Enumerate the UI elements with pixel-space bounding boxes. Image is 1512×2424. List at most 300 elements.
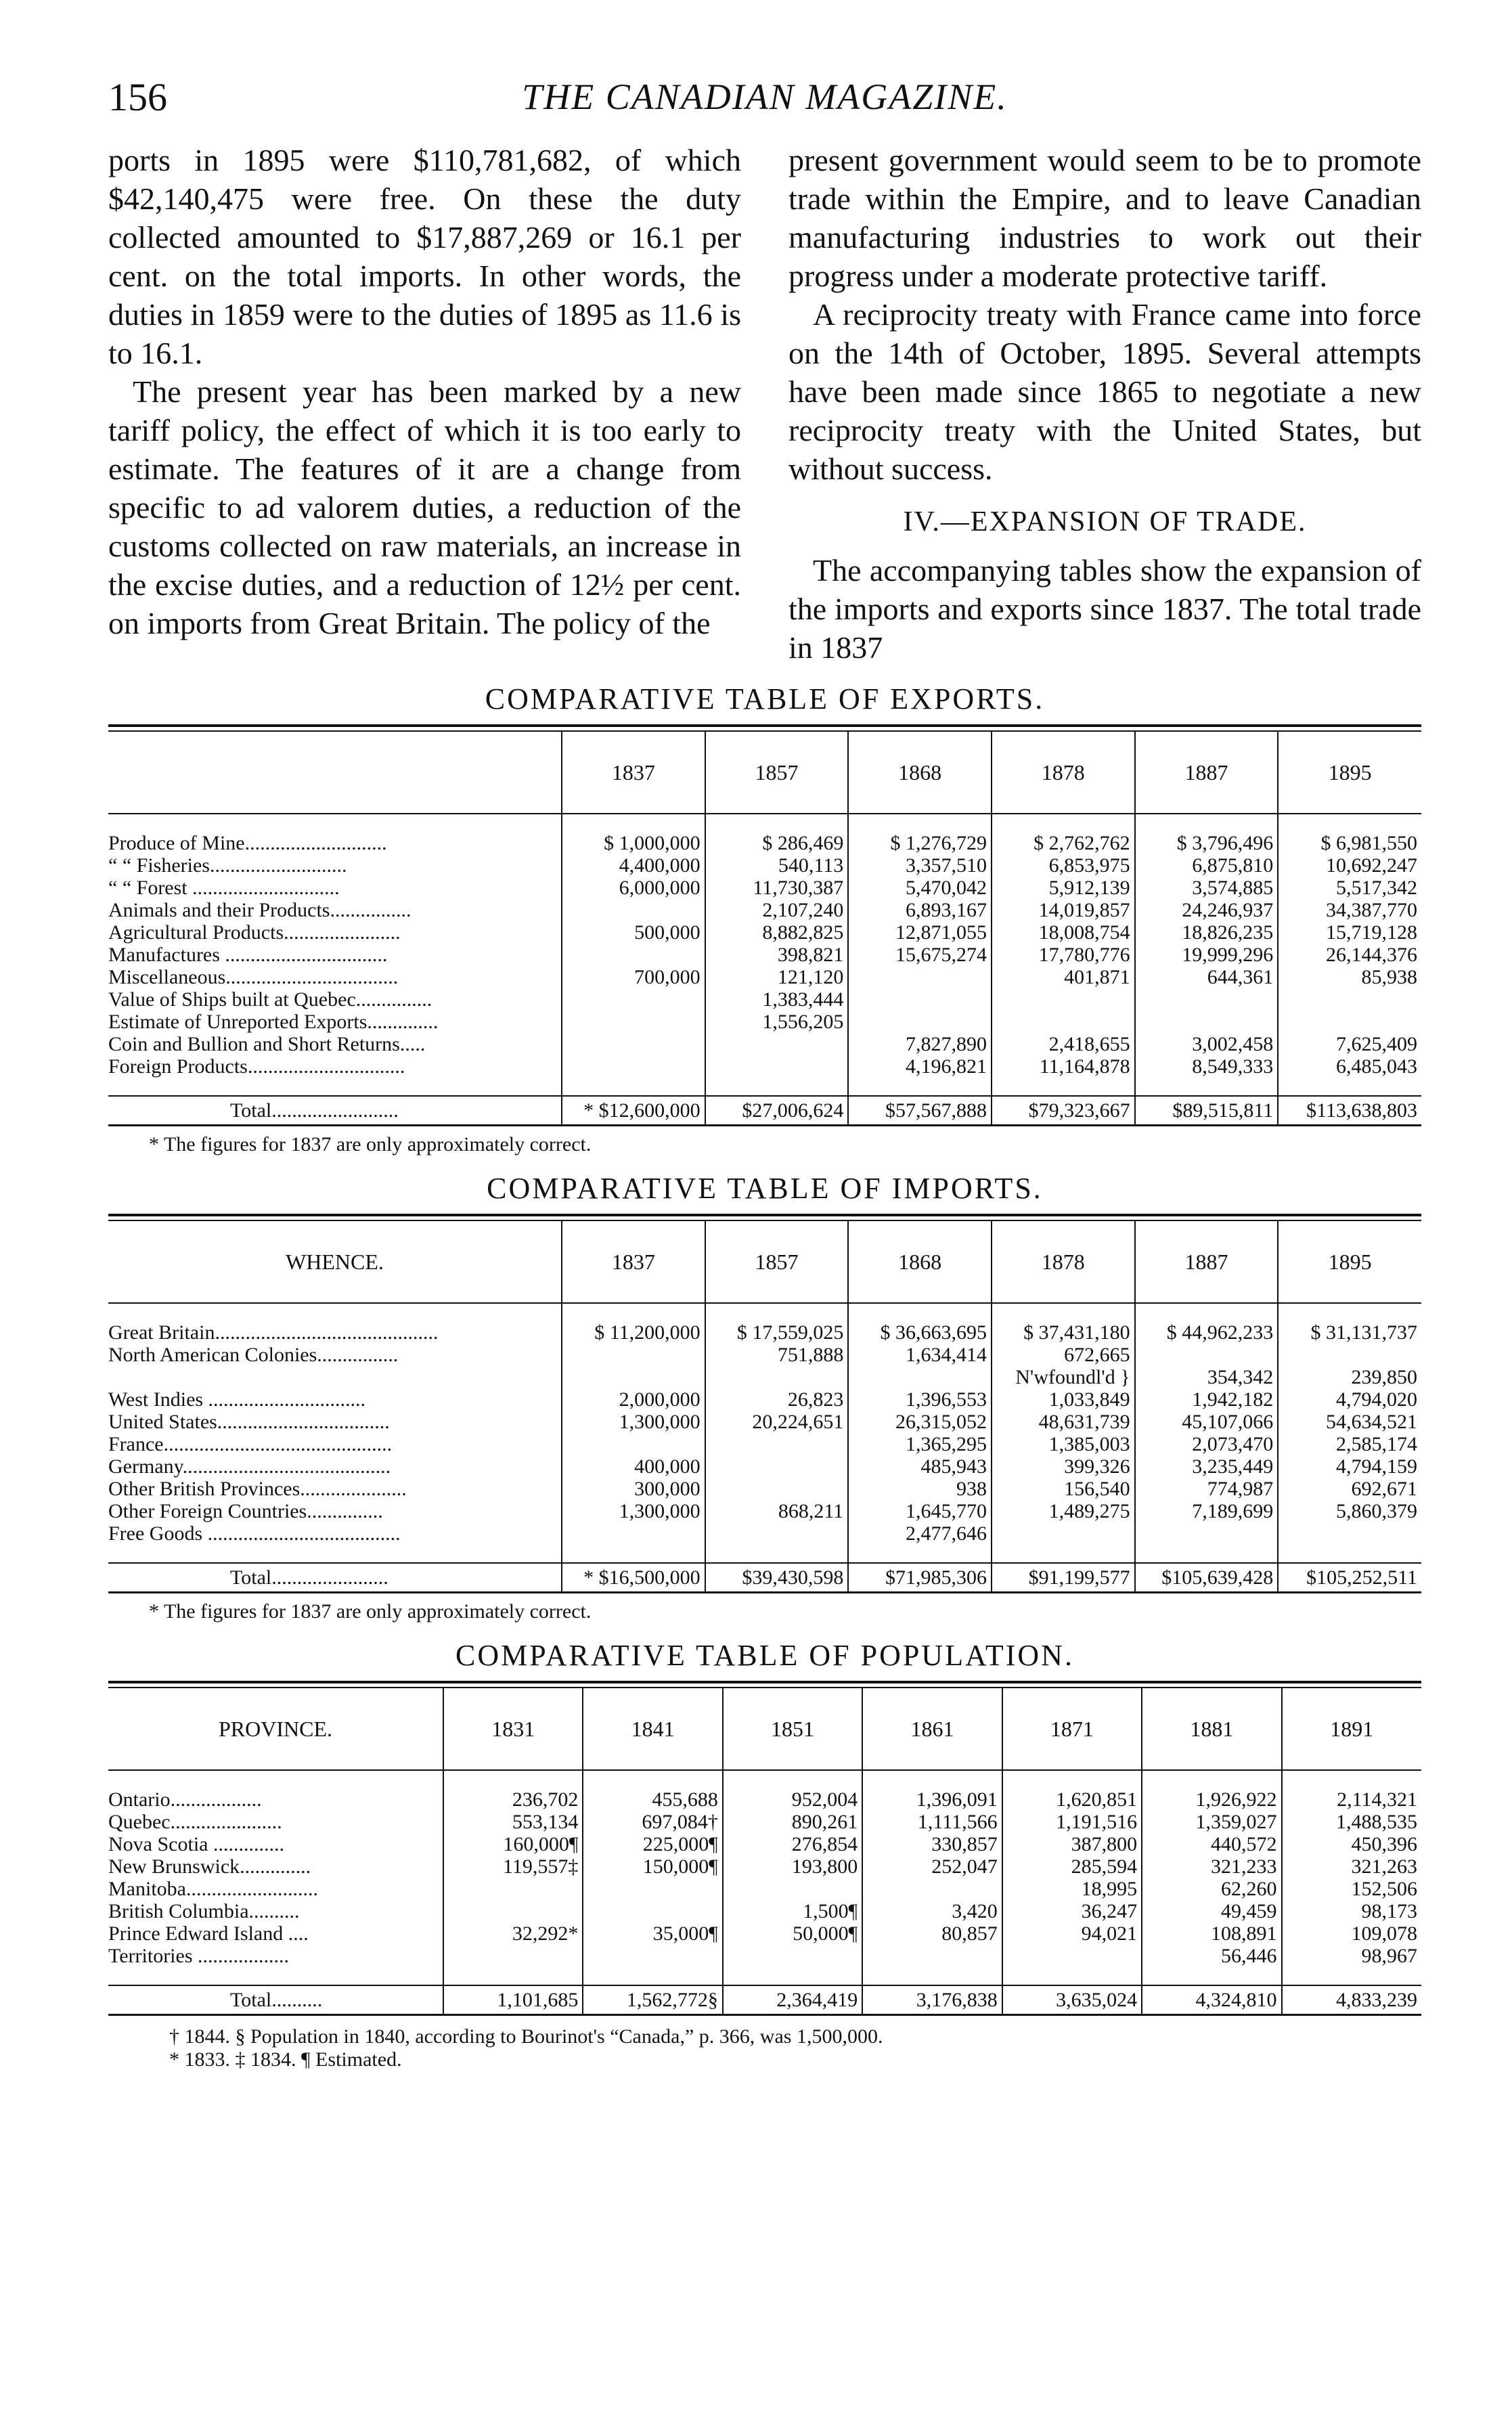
row-label: British Columbia.......... [108,1900,300,1922]
paragraph: A reciprocity treaty with France came into force on the 14th of October, 1895. Several attempts have been made since 1865 to negotiate a new reciprocity treaty with the United States, but without success. [788,297,1421,486]
table-cell: 5,860,379 [1278,1500,1421,1522]
table-cell: 938 [848,1478,992,1500]
table-cell: 7,189,699 [1135,1500,1278,1522]
table-cell: 34,387,770 [1278,899,1421,921]
table-cell [583,1878,722,1900]
table-rule [108,1214,1421,1216]
table-spacer-row [108,1967,1421,1985]
paragraph: ports in 1895 were $110,781,682, of which $42,140,475 were free. On these the duty collected amounted to $17,887,269 or 16.1 per cent. on the total imports. In other words, the duties in 1859 were to the duties of 1895 as 11.6 is to 16.1. [108,143,741,370]
table-cell: 156,540 [992,1478,1135,1500]
imports-footnote: * The figures for 1837 are only approximately correct. [149,1600,592,1623]
table-cell: 6,875,810 [1135,854,1278,877]
table-cell [443,1900,583,1922]
table-cell [723,1945,862,1967]
table-cell: 48,631,739 [992,1411,1135,1433]
row-label: Estimate of Unreported Exports.............. [108,1011,439,1033]
table-cell: 4,794,020 [1278,1388,1421,1411]
table-cell [992,988,1135,1011]
column-header: 1857 [705,732,849,814]
column-header: 1881 [1142,1688,1281,1770]
table-cell: 450,396 [1282,1833,1421,1855]
table-cell [562,1522,705,1545]
table-row [108,1788,1421,1811]
spacer-cell [848,814,992,832]
table-cell: 1,385,003 [992,1433,1135,1455]
column-header: 1837 [562,732,705,814]
table-cell: 119,557‡ [443,1855,583,1878]
table-cell: 3,235,449 [1135,1455,1278,1478]
table-cell [705,1366,849,1388]
table-row [108,1455,1421,1478]
table-cell: 1,191,516 [1002,1811,1142,1833]
spacer-cell [848,1303,992,1321]
table-cell: 400,000 [562,1455,705,1478]
table-cell [562,1433,705,1455]
table-row [108,1411,1421,1433]
table-spacer-row [108,1770,1421,1788]
table-header-row [108,1221,1421,1303]
spacer-cell [705,1545,849,1563]
row-label: Coin and Bullion and Short Returns..... [108,1033,426,1055]
table-cell: 7,827,890 [848,1033,992,1055]
table-cell: 697,084† [583,1811,722,1833]
table-row [108,944,1421,966]
table-row [108,1878,1421,1900]
column-header [108,732,562,814]
table-row [108,1922,1421,1945]
table-rule [108,724,1421,727]
table-cell: 1,033,849 [992,1388,1135,1411]
left-column [108,141,741,667]
table-cell: 500,000 [562,921,705,944]
spacer-cell [108,1967,443,1985]
column-header: 1887 [1135,732,1278,814]
table-cell [705,1455,849,1478]
table-spacer-row [108,1303,1421,1321]
table-row [108,1900,1421,1922]
spacer-cell [1278,1303,1421,1321]
spacer-cell [1278,1545,1421,1563]
spacer-cell [992,814,1135,832]
table-cell: 50,000¶ [723,1922,862,1945]
table-cell: 398,821 [705,944,849,966]
column-header: WHENCE. [108,1221,562,1303]
row-label: “ “ Forest ............................. [108,877,340,899]
table-cell [1278,1522,1421,1545]
table-cell: 700,000 [562,966,705,988]
table-cell: 15,719,128 [1278,921,1421,944]
row-label: Other British Provinces..................... [108,1478,407,1500]
table-cell: 4,196,821 [848,1055,992,1078]
table-cell: 3,357,510 [848,854,992,877]
table-cell: 8,549,333 [1135,1055,1278,1078]
table-row [108,1500,1421,1522]
spacer-cell [1135,1545,1278,1563]
running-title: THE CANADIAN MAGAZINE. [522,76,1008,117]
section-heading: IV.—EXPANSION OF TRADE. [903,506,1307,537]
table-row [108,1433,1421,1455]
table-cell: 98,173 [1282,1900,1421,1922]
imports-table [108,1221,1421,1593]
table-cell: 4,400,000 [562,854,705,877]
table-cell [723,1878,862,1900]
table-cell [1135,1344,1278,1366]
column-header: 1868 [848,1221,992,1303]
table-cell: 1,365,295 [848,1433,992,1455]
table-row [108,1344,1421,1366]
table-cell: 672,665 [992,1344,1135,1366]
total-cell: $105,639,428 [1135,1563,1278,1593]
table-spacer-row [108,1078,1421,1096]
row-label: United States.................................. [108,1411,390,1433]
table-cell: 32,292* [443,1922,583,1945]
table-cell: 8,882,825 [705,921,849,944]
spacer-cell [583,1770,722,1788]
table-cell: $ 31,131,737 [1278,1321,1421,1344]
table-cell [848,966,992,988]
table-cell: 399,326 [992,1455,1135,1478]
table-cell: 2,418,655 [992,1033,1135,1055]
column-header: 1878 [992,1221,1135,1303]
spacer-cell [1278,1078,1421,1096]
spacer-cell [443,1770,583,1788]
table-cell [705,1055,849,1078]
spacer-cell [705,814,849,832]
table-row [108,1388,1421,1411]
table-cell [562,1011,705,1033]
table-cell: 26,315,052 [848,1411,992,1433]
spacer-cell [862,1770,1002,1788]
table-cell [583,1900,722,1922]
table-cell [443,1945,583,1967]
table-cell: 1,500¶ [723,1900,862,1922]
table-row [108,1321,1421,1344]
table-cell: 1,489,275 [992,1500,1135,1522]
population-footnote: * 1833. ‡ 1834. ¶ Estimated. [169,2048,402,2071]
table-row [108,1033,1421,1055]
table-cell: 1,300,000 [562,1500,705,1522]
total-cell: $113,638,803 [1278,1096,1421,1126]
total-cell: 1,101,685 [443,1985,583,2015]
table-cell: 35,000¶ [583,1922,722,1945]
total-cell: 2,364,419 [723,1985,862,2015]
table-cell [562,1344,705,1366]
table-cell [562,899,705,921]
total-label: Total.......... [108,1985,443,2015]
table-cell: 24,246,937 [1135,899,1278,921]
spacer-cell [1278,814,1421,832]
table-row [108,1011,1421,1033]
total-cell: 4,324,810 [1142,1985,1281,2015]
table-row [108,899,1421,921]
table-cell: 321,233 [1142,1855,1281,1878]
table-cell [562,1055,705,1078]
spacer-cell [992,1078,1135,1096]
table-cell: 440,572 [1142,1833,1281,1855]
table-cell: 5,470,042 [848,877,992,899]
row-label: Produce of Mine............................ [108,832,387,854]
paragraph: present government would seem to be to promote trade within the Empire, and to leave Canadian manufacturing industries to work out their progress under a moderate protective tariff. [788,143,1421,293]
spacer-cell [705,1303,849,1321]
table-cell: 354,342 [1135,1366,1278,1388]
table-cell: 1,300,000 [562,1411,705,1433]
table-cell: 6,893,167 [848,899,992,921]
total-cell: $79,323,667 [992,1096,1135,1126]
table-row [108,1811,1421,1833]
table-cell: 455,688 [583,1788,722,1811]
table-cell: 330,857 [862,1833,1002,1855]
table-cell: 692,671 [1278,1478,1421,1500]
table-cell: 49,459 [1142,1900,1281,1922]
table-cell: 98,967 [1282,1945,1421,1967]
total-cell: $105,252,511 [1278,1563,1421,1593]
table-row [108,1522,1421,1545]
spacer-cell [562,814,705,832]
table-cell: 285,594 [1002,1855,1142,1878]
spacer-cell [108,1078,562,1096]
table-cell: 952,004 [723,1788,862,1811]
table-cell: 85,938 [1278,966,1421,988]
table-cell: $ 37,431,180 [992,1321,1135,1344]
table-cell: 62,260 [1142,1878,1281,1900]
table-cell [862,1878,1002,1900]
table-cell: 1,645,770 [848,1500,992,1522]
row-label: Quebec...................... [108,1811,282,1833]
total-row [108,1096,1421,1126]
population-table-caption: COMPARATIVE TABLE OF POPULATION. [455,1639,1074,1672]
table-cell: 56,446 [1142,1945,1281,1967]
table-cell: 4,794,159 [1278,1455,1421,1478]
total-cell: $57,567,888 [848,1096,992,1126]
spacer-cell [862,1967,1002,1985]
row-label: Ontario.................. [108,1788,262,1811]
spacer-cell [848,1545,992,1563]
table-cell: 80,857 [862,1922,1002,1945]
table-cell: 18,008,754 [992,921,1135,944]
table-cell [583,1945,722,1967]
spacer-cell [1282,1770,1421,1788]
table-cell: 94,021 [1002,1922,1142,1945]
table-cell: 1,396,091 [862,1788,1002,1811]
table-cell [1135,1522,1278,1545]
table-cell: 644,361 [1135,966,1278,988]
table-cell [992,1011,1135,1033]
total-cell: $89,515,811 [1135,1096,1278,1126]
table-cell [848,1011,992,1033]
table-row [108,1833,1421,1855]
table-cell [705,1478,849,1500]
table-row [108,988,1421,1011]
spacer-cell [108,814,562,832]
table-cell: 1,359,027 [1142,1811,1281,1833]
row-label: “ “ Fisheries........................... [108,854,347,877]
table-cell: 2,073,470 [1135,1433,1278,1455]
page-number: 156 [108,75,167,119]
column-header: 1887 [1135,1221,1278,1303]
table-cell: 321,263 [1282,1855,1421,1878]
column-header: 1851 [723,1688,862,1770]
body-text [108,141,1421,667]
spacer-cell [583,1967,722,1985]
table-rule [108,1681,1421,1683]
table-row [108,921,1421,944]
row-label: Great Britain............................................ [108,1321,439,1344]
total-cell: $39,430,598 [705,1563,849,1593]
right-column [788,141,1421,667]
table-cell: 3,574,885 [1135,877,1278,899]
table-cell: 7,625,409 [1278,1033,1421,1055]
column-header: 1841 [583,1688,722,1770]
column-header: 1871 [1002,1688,1142,1770]
table-cell: N'wfoundl'd } [992,1366,1135,1388]
table-cell: 276,854 [723,1833,862,1855]
table-cell [862,1945,1002,1967]
table-cell [705,1522,849,1545]
table-cell: 193,800 [723,1855,862,1878]
table-row [108,1855,1421,1878]
table-cell: 239,850 [1278,1366,1421,1388]
column-header: PROVINCE. [108,1688,443,1770]
table-cell: $ 44,962,233 [1135,1321,1278,1344]
row-label: Prince Edward Island .... [108,1922,309,1945]
page-header [108,68,1421,129]
spacer-cell [443,1967,583,1985]
row-label [108,1366,562,1388]
spacer-cell [992,1545,1135,1563]
table-cell: 1,926,922 [1142,1788,1281,1811]
column-header: 1895 [1278,732,1421,814]
table-row [108,1055,1421,1078]
table-cell: 890,261 [723,1811,862,1833]
table-cell [705,1433,849,1455]
spacer-cell [1002,1967,1142,1985]
total-cell: * $12,600,000 [562,1096,705,1126]
table-cell: $ 3,796,496 [1135,832,1278,854]
spacer-cell [108,1770,443,1788]
table-cell: 1,488,535 [1282,1811,1421,1833]
table-cell [562,988,705,1011]
table-cell: 1,556,205 [705,1011,849,1033]
table-cell: 540,113 [705,854,849,877]
row-label: Nova Scotia .............. [108,1833,284,1855]
table-row [108,1478,1421,1500]
table-cell: 108,891 [1142,1922,1281,1945]
table-cell: 5,517,342 [1278,877,1421,899]
table-row [108,877,1421,899]
row-label: Territories .................. [108,1945,290,1967]
population-footnote: † 1844. § Population in 1840, according to Bourinot's “Canada,” p. 366, was 1,500,000. [169,2025,883,2048]
total-cell: $27,006,624 [705,1096,849,1126]
row-label: Miscellaneous.................................. [108,966,399,988]
table-row [108,966,1421,988]
table-cell: $ 1,000,000 [562,832,705,854]
table-cell [848,1366,992,1388]
table-cell [1278,1011,1421,1033]
table-spacer-row [108,1545,1421,1563]
table-cell [1135,1011,1278,1033]
table-cell: $ 6,981,550 [1278,832,1421,854]
column-header: 1868 [848,732,992,814]
table-cell: 387,800 [1002,1833,1142,1855]
row-label: Manufactures ................................ [108,944,388,966]
table-cell: 2,114,321 [1282,1788,1421,1811]
spacer-cell [1142,1770,1281,1788]
table-cell: 1,383,444 [705,988,849,1011]
table-cell: 6,000,000 [562,877,705,899]
table-cell [562,1033,705,1055]
table-cell [562,944,705,966]
row-label: Foreign Products............................... [108,1055,405,1078]
exports-footnote: * The figures for 1837 are only approximately correct. [149,1133,592,1155]
row-label: North American Colonies................ [108,1344,399,1366]
table-cell: 225,000¶ [583,1833,722,1855]
spacer-cell [1135,1078,1278,1096]
table-cell: 12,871,055 [848,921,992,944]
table-cell: 6,853,975 [992,854,1135,877]
table-cell [848,988,992,1011]
row-label: Animals and their Products................ [108,899,412,921]
imports-table-caption: COMPARATIVE TABLE OF IMPORTS. [487,1172,1043,1205]
table-cell: 1,634,414 [848,1344,992,1366]
table-cell: $ 11,200,000 [562,1321,705,1344]
table-cell: 401,871 [992,966,1135,988]
total-cell: 4,833,239 [1282,1985,1421,2015]
table-cell: 868,211 [705,1500,849,1522]
spacer-cell [705,1078,849,1096]
table-cell: 26,823 [705,1388,849,1411]
table-cell: 1,396,553 [848,1388,992,1411]
table-cell: 2,477,646 [848,1522,992,1545]
table-header-row [108,1688,1421,1770]
spacer-cell [562,1078,705,1096]
table-cell: $ 286,469 [705,832,849,854]
spacer-cell [108,1303,562,1321]
column-header: 1878 [992,732,1135,814]
exports-table-caption: COMPARATIVE TABLE OF EXPORTS. [485,682,1045,715]
table-cell: 3,420 [862,1900,1002,1922]
table-cell: 18,995 [1002,1878,1142,1900]
row-label: Value of Ships built at Quebec............... [108,988,432,1011]
total-cell: * $16,500,000 [562,1563,705,1593]
table-cell [443,1878,583,1900]
table-cell: 160,000¶ [443,1833,583,1855]
table-cell: $ 1,276,729 [848,832,992,854]
total-label: Total....................... [108,1563,562,1593]
table-cell [705,1033,849,1055]
table-cell: 17,780,776 [992,944,1135,966]
table-cell: 252,047 [862,1855,1002,1878]
table-cell: 152,506 [1282,1878,1421,1900]
spacer-cell [1135,814,1278,832]
table-cell: 3,002,458 [1135,1033,1278,1055]
total-cell: 3,635,024 [1002,1985,1142,2015]
row-label: France............................................. [108,1433,393,1455]
table-spacer-row [108,814,1421,832]
spacer-cell [723,1770,862,1788]
row-label: Manitoba.......................... [108,1878,318,1900]
table-cell: 19,999,296 [1135,944,1278,966]
table-cell: 236,702 [443,1788,583,1811]
spacer-cell [992,1303,1135,1321]
table-cell: 20,224,651 [705,1411,849,1433]
spacer-cell [562,1545,705,1563]
table-cell: 11,164,878 [992,1055,1135,1078]
total-cell: $71,985,306 [848,1563,992,1593]
table-cell: 36,247 [1002,1900,1142,1922]
table-cell: 45,107,066 [1135,1411,1278,1433]
table-header-row [108,732,1421,814]
table-cell: 300,000 [562,1478,705,1500]
